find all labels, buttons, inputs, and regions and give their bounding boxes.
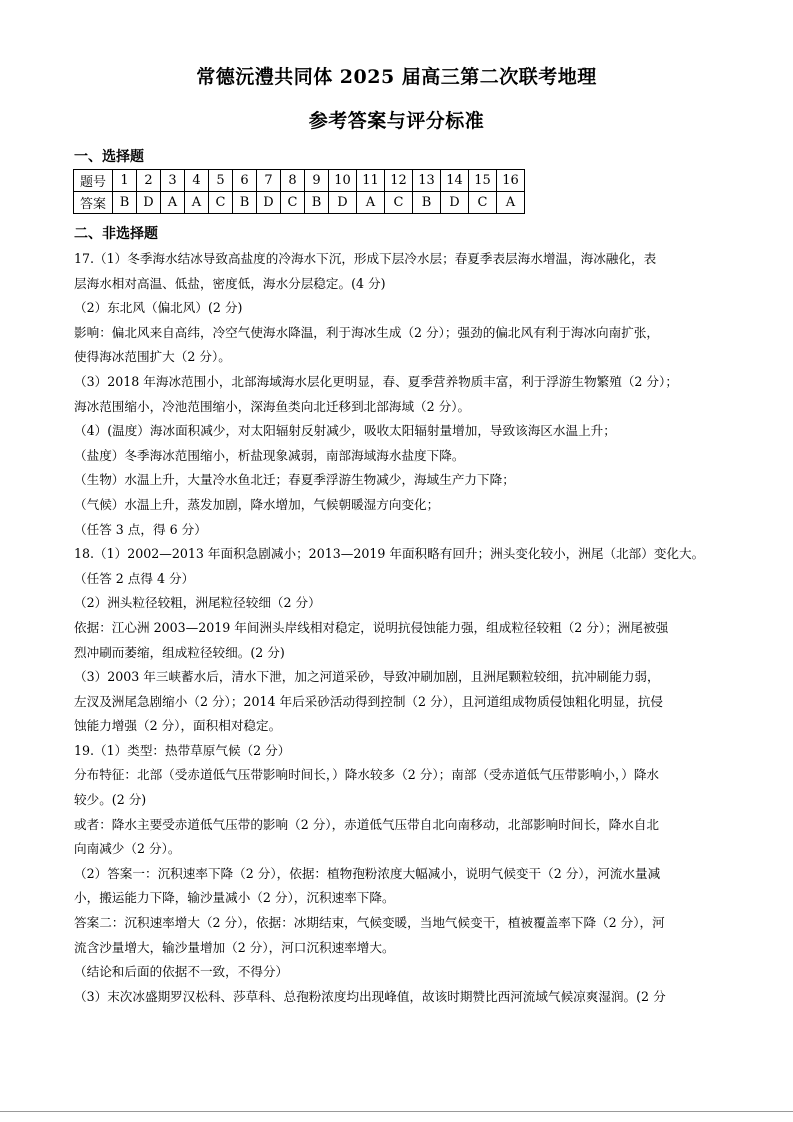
text-line: 蚀能力增强（2 分），面积相对稳定。 — [74, 718, 282, 734]
text-line: （任答 2 点得 4 分） — [74, 570, 195, 586]
table-cell: D — [329, 192, 357, 214]
text-line: 答案二：沉积速率增大（2 分），依据：冰期结束，气候变暖，当地气候变干，植被覆盖率下降（2 分），河 — [74, 915, 665, 931]
text-line: 影响：偏北风来自高纬，冷空气使海水降温，利于海冰生成（2 分）；强劲的偏北风有利于海冰向南扩张， — [74, 324, 660, 340]
table-cell: 6 — [233, 170, 257, 192]
table-header-cell: 题号 — [74, 170, 113, 192]
table-cell: B — [305, 192, 329, 214]
table-cell: 1 — [113, 170, 137, 192]
text-line: 左汊及洲尾急剧缩小（2 分）；2014 年后采砂活动得到控制（2 分），且河道组成物质侵蚀粗化明显，抗侵 — [74, 693, 664, 709]
page-subtitle: 参考答案与评分标准 — [308, 110, 485, 132]
text-line: （4）(温度）海冰面积减少，对太阳辐射反射减少，吸收太阳辐射量增加，导致该海区水温上升； — [74, 423, 616, 439]
page-title: 常德沅澧共同体 2025 届高三第二次联考地理 — [196, 66, 597, 88]
text-line: 小，搬运能力下降，输沙量减小（2 分），沉积速率下降。 — [74, 890, 395, 906]
table-cell: B — [413, 192, 441, 214]
text-line: （3）末次冰盛期罗汉松科、莎草科、总孢粉浓度均出现峰值，故该时期赞比西河流域气候凉爽湿润。(2 分 — [74, 988, 666, 1004]
table-cell: 5 — [209, 170, 233, 192]
table-cell: 14 — [441, 170, 469, 192]
section-heading-choice: 一、选择题 — [74, 149, 144, 165]
text-line: 海冰范围缩小，冷池范围缩小，深海鱼类向北迁移到北部海域（2 分）。 — [74, 398, 471, 414]
table-row-numbers — [74, 170, 525, 192]
table-cell: 12 — [385, 170, 413, 192]
table-cell: 3 — [161, 170, 185, 192]
table-cell: 8 — [281, 170, 305, 192]
text-line: （2）东北风（偏北风）(2 分) — [74, 300, 243, 316]
section-heading-nonchoice: 二、非选择题 — [74, 226, 158, 242]
text-line: （2）答案一：沉积速率下降（2 分），依据：植物孢粉浓度大幅减小，说明气候变干（2 分），河流水量减 — [74, 865, 661, 881]
page-bottom-rule — [0, 1111, 793, 1112]
text-line: （盐度）冬季海冰范围缩小，析盐现象减弱，南部海域海水盐度下降。 — [74, 447, 465, 463]
text-line: 17.（1）冬季海水结冰导致高盐度的冷海水下沉，形成下层冷水层；春夏季表层海水增温，海冰融化，表 — [74, 251, 657, 266]
table-cell: D — [441, 192, 469, 214]
table-cell: 13 — [413, 170, 441, 192]
text-line: （任答 3 点，得 6 分） — [74, 521, 207, 537]
table-cell: 9 — [305, 170, 329, 192]
table-cell: C — [281, 192, 305, 214]
table-row-answers — [74, 192, 525, 214]
table-cell: A — [185, 192, 209, 214]
text-line: 使得海冰范围扩大（2 分）。 — [74, 349, 231, 365]
text-line: 层海水相对高温、低盐，密度低，海水分层稳定。(4 分) — [74, 275, 386, 291]
table-cell: B — [113, 192, 137, 214]
text-line: 流含沙量增大，输沙量增加（2 分），河口沉积速率增大。 — [74, 939, 395, 955]
table-cell: C — [385, 192, 413, 214]
text-line: （生物）水温上升，大量冷水鱼北迁；春夏季浮游生物减少，海域生产力下降； — [74, 472, 515, 488]
table-cell: 2 — [137, 170, 161, 192]
table-cell: A — [161, 192, 185, 214]
text-line: 分布特征：北部（受赤道低气压带影响时间长，）降水较多（2 分）；南部（受赤道低气压带影响小，）降水 — [74, 767, 660, 783]
text-line: （2）洲头粒径较粗，洲尾粒径较细（2 分） — [74, 595, 321, 611]
table-cell: 10 — [329, 170, 357, 192]
text-line: 依据：江心洲 2003—2019 年间洲头岸线相对稳定，说明抗侵蚀能力强，组成粒径较粗（2 分）；洲尾被强 — [74, 619, 669, 635]
text-line: 19.（1）类型：热带草原气候（2 分） — [74, 742, 291, 758]
table-cell: A — [497, 192, 525, 214]
text-line: （气候）水温上升，蒸发加剧，降水增加，气候朝暖湿方向变化； — [74, 496, 440, 512]
table-cell: D — [257, 192, 281, 214]
table-cell: 11 — [357, 170, 385, 192]
answer-table — [73, 169, 525, 214]
table-cell: C — [469, 192, 497, 214]
text-line: 较少。(2 分) — [74, 792, 147, 808]
text-line: 或者：降水主要受赤道低气压带的影响（2 分），赤道低气压带自北向南移动，北部影响时间长，降水自北 — [74, 816, 660, 832]
text-line: （3）2018 年海冰范围小，北部海域海水层化更明显，春、夏季营养物质丰富，利于浮游生物繁殖（2 分）； — [74, 373, 678, 389]
text-line: （3）2003 年三峡蓄水后，清水下泄，加之河道采砂，导致冲刷加剧，且洲尾颗粒较细，抗冲刷能力弱， — [74, 669, 660, 685]
text-line: 18.（1）2002—2013 年面积急剧减小；2013—2019 年面积略有回升；洲头变化较小，洲尾（北部）变化大。 — [74, 546, 705, 562]
text-line: 烈冲刷而萎缩，组成粒径较细。(2 分) — [74, 644, 285, 660]
text-line: 向南减少（2 分）。 — [74, 841, 181, 857]
table-cell: B — [233, 192, 257, 214]
table-cell: D — [137, 192, 161, 214]
table-cell: 7 — [257, 170, 281, 192]
table-cell: 15 — [469, 170, 497, 192]
table-cell: 16 — [497, 170, 525, 192]
text-line: （结论和后面的依据不一致，不得分） — [74, 964, 289, 980]
table-cell: A — [357, 192, 385, 214]
table-header-cell: 答案 — [74, 192, 113, 214]
answer-body — [74, 247, 724, 1009]
table-cell: 4 — [185, 170, 209, 192]
table-cell: C — [209, 192, 233, 214]
